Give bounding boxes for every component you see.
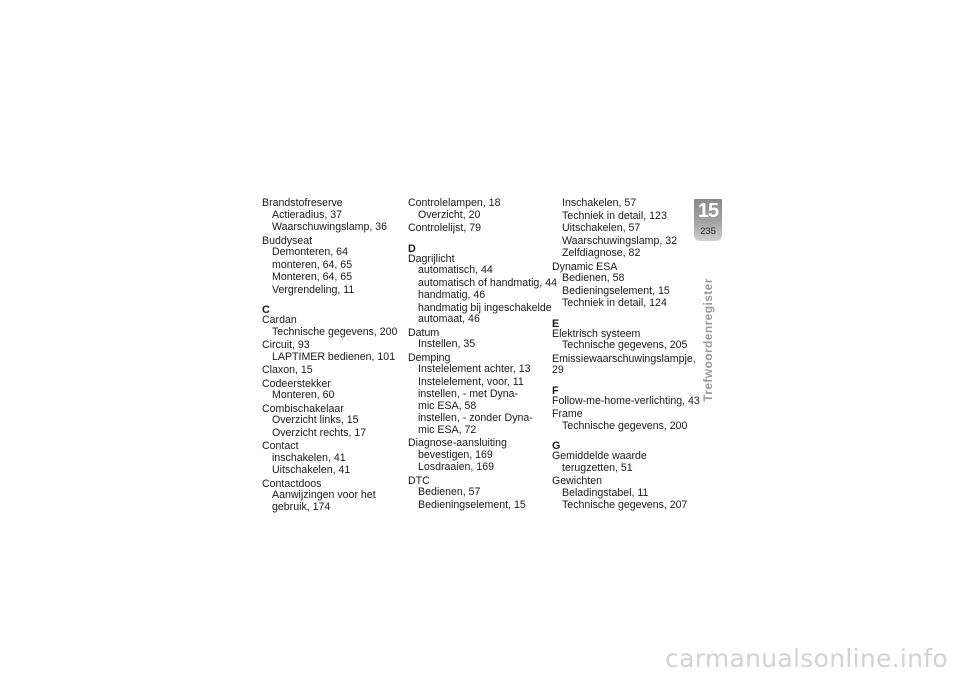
index-entry [552, 396, 702, 408]
index-term: Demping [408, 351, 451, 364]
index-subentry: Vergrendeling, 11 [272, 283, 355, 296]
index-term: Emissiewaarschuwingslampje, 29 [552, 352, 696, 376]
index-entry [408, 476, 558, 512]
index-subentry: Techniek in detail, 123 [562, 209, 667, 222]
index-entry [262, 365, 412, 377]
index-subentry: Bedieningselement, 15 [418, 498, 526, 511]
index-entry [408, 353, 558, 437]
index-term: Gewichten [552, 475, 603, 487]
index-subentry: Overzicht, 20 [418, 208, 481, 221]
index-subentry-line: Aanwijzingen voor het [272, 489, 376, 501]
index-entry [552, 329, 702, 352]
index-term: Brandstofreserve [262, 197, 343, 209]
index-entry [262, 479, 412, 514]
index-term: Contact [262, 440, 299, 452]
index-subentry: Uitschakelen, 57 [562, 222, 641, 234]
index-term: Gemiddelde waarde [552, 450, 647, 462]
index-subentry: Techniek in detail, 124 [562, 297, 667, 309]
index-letter: E [552, 317, 560, 330]
index-subentry: LAPTIMER bedienen, 101 [272, 350, 396, 363]
index-term: Dagrijlicht [408, 252, 455, 265]
section-title: Trefwoordenregister [701, 278, 715, 402]
index-subentry: Overzicht links, 15 [272, 414, 359, 426]
index-subentry [408, 413, 558, 436]
index-subentry: Beladingstabel, 11 [562, 486, 649, 499]
index-column-1 [262, 198, 412, 515]
index-subentry: Uitschakelen, 41 [272, 464, 351, 476]
index-entry [262, 441, 412, 477]
chapter-number: 15 [697, 200, 719, 222]
watermark: carmanualsonline.info [665, 644, 948, 673]
index-subentry: Bedienen, 57 [418, 486, 481, 498]
index-term: Elektrisch systeem [552, 327, 641, 340]
index-subentry: Zelfdiagnose, 82 [562, 247, 641, 259]
index-column-3 [552, 198, 702, 514]
index-subentry: Instelelement achter, 13 [418, 363, 531, 375]
index-entry [552, 451, 702, 474]
index-subentry: Inschakelen, 57 [562, 197, 637, 209]
index-entry [408, 438, 558, 474]
index-entry [408, 198, 558, 221]
index-subentry: Waarschuwingslamp, 32 [562, 234, 678, 247]
index-subentry: Technische gegevens, 200 [562, 419, 688, 432]
index-term: Codeerstekker [262, 377, 331, 390]
index-term: Follow-me-home-verlichting, 43 [552, 394, 700, 407]
index-subentry-line: mic ESA, 58 [418, 399, 477, 412]
index-term: Controlelijst, 79 [408, 222, 482, 234]
index-term: Contactdoos [262, 477, 322, 490]
index-entry [262, 236, 412, 297]
index-term: Combischakelaar [262, 402, 344, 415]
index-subentry: automatisch of handmatig, 44 [418, 276, 557, 289]
index-subentry: Waarschuwingslamp, 36 [272, 221, 388, 233]
index-term: Circuit, 93 [262, 339, 310, 351]
index-term: Controlelampen, 18 [408, 197, 501, 209]
index-term: Frame [552, 408, 583, 420]
index-letter: F [552, 384, 559, 397]
index-subentry: bevestigen, 169 [418, 448, 493, 461]
index-term: DTC [408, 474, 430, 487]
index-subentry: Bedienen, 58 [562, 272, 625, 284]
index-subentry: Instellen, 35 [418, 338, 476, 350]
index-subentry: Actieradius, 37 [272, 208, 343, 221]
page-number: 235 [700, 226, 716, 237]
index-column-2 [408, 198, 558, 513]
index-subentry: Technische gegevens, 200 [272, 325, 398, 338]
index-entry [408, 328, 558, 351]
index-subentry: Monteren, 60 [272, 389, 335, 401]
index-entry [262, 404, 412, 440]
index-term: Claxon, 15 [262, 364, 313, 376]
index-subentry: inschakelen, 41 [272, 451, 346, 464]
index-entry [262, 198, 412, 234]
index-subentry: Overzicht rechts, 17 [272, 426, 367, 439]
index-subentry-line: handmatig bij ingeschakelde [418, 301, 552, 314]
index-entry [262, 315, 412, 338]
index-entry [262, 379, 412, 402]
index-entry [552, 354, 702, 377]
index-letter: G [552, 440, 561, 452]
index-entry [262, 340, 412, 363]
index-entry [408, 254, 558, 326]
index-term: Diagnose-aansluiting [408, 437, 507, 449]
index-term: Cardan [262, 314, 297, 326]
index-subentry: Losdraaien, 169 [418, 461, 494, 473]
index-term: Buddyseat [262, 234, 313, 247]
chapter-tab [694, 199, 722, 241]
index-subentry-line: gebruik, 174 [272, 500, 331, 513]
index-subentry-line: instellen, - zonder Dyna- [418, 412, 533, 424]
index-subentry [262, 490, 412, 513]
index-letter: C [262, 304, 270, 316]
index-entry [552, 262, 702, 310]
index-subentry: Technische gegevens, 205 [562, 339, 688, 351]
index-subentry: Instelelement, voor, 11 [418, 375, 524, 388]
index-entry [552, 409, 702, 432]
index-entry [552, 476, 702, 512]
index-subentry [408, 389, 558, 412]
index-subentry: Demonteren, 64 [272, 246, 348, 258]
index-subentry-line: mic ESA, 72 [418, 423, 477, 436]
index-term: Dynamic ESA [552, 260, 618, 273]
index-subentry: Technische gegevens, 207 [562, 499, 688, 511]
index-subentry: Bedieningselement, 15 [562, 284, 670, 297]
index-letter: D [408, 242, 416, 255]
index-subentry-line: automaat, 46 [418, 313, 480, 325]
index-subentry: handmatig, 46 [418, 289, 486, 301]
index-subentry-line: instellen, - met Dyna- [418, 388, 519, 400]
index-subentry: monteren, 64, 65 [272, 258, 353, 271]
index-subentry: Monteren, 64, 65 [272, 271, 353, 283]
index-subentry [408, 303, 558, 326]
index-entry [408, 223, 558, 235]
index-subentry: automatisch, 44 [418, 264, 493, 276]
index-entry [552, 198, 702, 260]
index-subentry: terugzetten, 51 [562, 461, 633, 474]
index-term: Datum [408, 326, 440, 339]
